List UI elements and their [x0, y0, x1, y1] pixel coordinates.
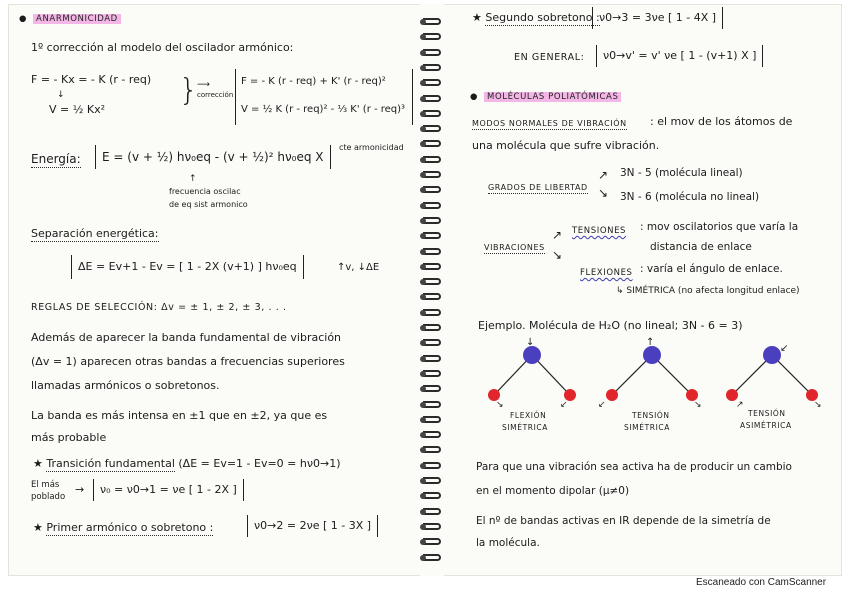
activity-line-1: Para que una vibración sea activa ha de producir un cambio — [476, 461, 792, 473]
general-label: EN GENERAL: — [514, 52, 585, 63]
tensiones-label: TENSIONES — [572, 226, 627, 236]
molecule-flexion-simetrica — [488, 337, 576, 407]
segundo-sobretono-box: ν0→3 = 3νe [ 1 - 4X ] — [592, 7, 723, 29]
flexiones-text: : varía el ángulo de enlace. — [640, 263, 783, 275]
corrected-potential: V = ½ K (r - req)² - ⅓ K' (r - req)³ — [241, 104, 406, 115]
spiral-ring — [423, 293, 441, 300]
spiral-ring — [423, 401, 441, 408]
spiral-ring — [423, 248, 441, 255]
simetrica-text: ↳ SIMÉTRICA (no afecta longitud enlace) — [616, 286, 800, 296]
branch-down-arrow-icon: ↘ — [552, 248, 563, 262]
spiral-ring — [423, 431, 441, 438]
down-arrow-icon: ↓ — [57, 90, 65, 100]
mol2-label-1: TENSIÓN — [632, 411, 670, 420]
branch-up-arrow-icon: ↗ — [598, 168, 609, 182]
freq-note-line1: frecuencia oscilac — [169, 187, 241, 196]
svg-text:↓: ↓ — [526, 337, 535, 348]
flexiones-label: FLEXIONES — [580, 268, 633, 278]
camscanner-watermark: Escaneado con CamScanner — [696, 577, 827, 588]
up-arrow-icon: ↑ — [189, 174, 197, 184]
mol1-label-1: FLEXIÓN — [510, 411, 547, 420]
spiral-ring — [423, 339, 441, 346]
spiral-ring — [423, 202, 441, 209]
cte-label: cte armonicidad — [339, 143, 404, 152]
svg-text:↘: ↘ — [814, 400, 822, 407]
corrected-force: F = - K (r - req) + K' (r - req)² — [241, 76, 386, 87]
molecule-tension-asimetrica — [726, 343, 822, 407]
water-molecules-diagram — [474, 337, 834, 407]
spiral-ring — [423, 385, 441, 392]
spiral-ring — [423, 554, 441, 561]
svg-text:↙: ↙ — [598, 400, 606, 407]
svg-text:↘: ↘ — [496, 400, 504, 407]
right-page — [444, 4, 842, 576]
eq-potential: V = ½ Kx² — [49, 103, 106, 116]
grados-lineal: 3N - 5 (molécula lineal) — [620, 167, 743, 179]
spiral-ring — [423, 370, 441, 377]
spiral-ring — [423, 125, 441, 132]
spiral-ring — [423, 508, 441, 515]
svg-text:↙: ↙ — [560, 400, 568, 407]
grados-label: GRADOS DE LIBERTAD — [488, 183, 588, 192]
svg-text:↑: ↑ — [646, 337, 655, 348]
left-page — [8, 4, 420, 576]
mas-poblado-1: El más — [31, 480, 60, 490]
spiral-ring — [423, 416, 441, 423]
spiral-ring — [423, 462, 441, 469]
vibraciones-label: VIBRACIONES — [484, 243, 545, 252]
section-title-anarmonicidad: ● ANARMONICIDAD — [19, 13, 121, 26]
notebook-spread — [8, 4, 842, 576]
branch-down-arrow-icon: ↘ — [598, 186, 609, 200]
arrow-right-icon: ⟶ — [197, 80, 210, 90]
general-box: ν0→v' = v' νe [ 1 - (v+1) X ] — [596, 45, 763, 67]
spiral-ring — [423, 263, 441, 270]
spiral-ring — [423, 355, 441, 362]
branch-up-arrow-icon: ↗ — [552, 228, 563, 242]
spiral-ring — [423, 309, 441, 316]
energia-equation: E = (v + ½) hν₀eq - (v + ½)² hν₀eq X — [95, 145, 331, 169]
brace-icon: } — [179, 73, 199, 108]
oxygen-atom — [523, 346, 541, 364]
ejemplo-line: Ejemplo. Molécula de H₂O (no lineal; 3N - 6 = 3) — [478, 319, 743, 332]
freq-note-line2: de eq sist armonico — [169, 200, 248, 209]
arrow-right-icon: → — [75, 483, 85, 496]
modos-label: MODOS NORMALES DE VIBRACIÓN — [472, 119, 627, 128]
correccion-label: corrección — [197, 91, 234, 99]
paragraph-line-4: La banda es más intensa en ±1 que en ±2, ya que es — [31, 409, 328, 422]
spiral-ring — [423, 95, 441, 102]
molecule-tension-simetrica — [598, 337, 702, 407]
mol1-label-2: SIMÉTRICA — [502, 423, 548, 432]
activity-line-3: El nº de bandas activas en IR depende de la simetría de — [476, 515, 771, 527]
spiral-ring — [423, 232, 441, 239]
energia-label: Energía: — [31, 152, 81, 166]
spiral-ring — [423, 278, 441, 285]
spiral-ring — [423, 538, 441, 545]
separacion-equation: ΔE = Ev+1 - Ev = [ 1 - 2X (v+1) ] hν₀eq — [71, 255, 304, 279]
spiral-ring — [423, 217, 441, 224]
spiral-ring — [423, 492, 441, 499]
spiral-ring — [423, 477, 441, 484]
paragraph-line-2: (Δv = 1) aparecen otras bandas a frecuencias superiores — [31, 355, 345, 368]
oxygen-atom — [643, 346, 661, 364]
tensiones-text-2: distancia de enlace — [650, 241, 752, 253]
svg-text:↙: ↙ — [780, 343, 789, 354]
modos-text-1: : el mov de los átomos de — [650, 115, 793, 128]
segundo-sobretono-line: ★ Segundo sobretono : — [472, 11, 600, 24]
paragraph-line-3: llamadas armónicos o sobretonos. — [31, 379, 220, 392]
intro-text: 1º corrección al modelo del oscilador armónico: — [31, 41, 294, 54]
spiral-ring — [423, 110, 441, 117]
spiral-ring — [423, 156, 441, 163]
primer-armonico-box: ν0→2 = 2νe [ 1 - 3X ] — [247, 515, 378, 537]
mol2-label-2: SIMÉTRICA — [624, 423, 670, 432]
primer-armonico-line: ★ Primer armónico o sobretono : — [33, 521, 214, 534]
paragraph-line-5: más probable — [31, 431, 107, 444]
spiral-ring — [423, 523, 441, 530]
spiral-ring — [423, 18, 441, 25]
svg-text:↘: ↘ — [694, 400, 702, 407]
paragraph-line-1: Además de aparecer la banda fundamental de vibración — [31, 331, 342, 344]
hydrogen-atom — [606, 389, 618, 401]
transicion-line: ★ Transición fundamental (ΔE = Ev=1 - Ev=0 = hν0→1) — [33, 457, 341, 470]
svg-text:↗: ↗ — [736, 400, 744, 407]
separacion-note: ↑v, ↓ΔE — [337, 262, 380, 273]
activity-line-4: la molécula. — [476, 537, 540, 549]
spiral-ring — [423, 64, 441, 71]
mol3-label-1: TENSIÓN — [748, 409, 786, 418]
transicion-box: ν₀ = ν0→1 = νe [ 1 - 2X ] — [93, 479, 244, 501]
section-title-poliatomicas: ● MOLÉCULAS POLIATÓMICAS — [470, 91, 621, 104]
mol3-label-2: ASIMÉTRICA — [740, 421, 792, 430]
separacion-label: Separación energética: — [31, 227, 159, 240]
spiral-ring — [423, 140, 441, 147]
mas-poblado-2: poblado — [31, 492, 66, 502]
grados-no-lineal: 3N - 6 (molécula no lineal) — [620, 191, 760, 203]
eq-force: F = - Kx = - K (r - req) — [31, 73, 152, 86]
reglas-seleccion: REGLAS DE SELECCIÓN: Δv = ± 1, ± 2, ± 3, . . . — [31, 302, 287, 313]
spiral-binding — [420, 4, 444, 576]
spiral-ring — [423, 186, 441, 193]
spiral-ring — [423, 49, 441, 56]
oxygen-atom — [763, 346, 781, 364]
spiral-ring — [423, 446, 441, 453]
modos-text-2: una molécula que sufre vibración. — [472, 139, 660, 152]
tensiones-text-1: : mov oscilatorios que varía la — [640, 221, 799, 233]
spiral-ring — [423, 79, 441, 86]
spiral-ring — [423, 324, 441, 331]
activity-line-2: en el momento dipolar (μ≠0) — [476, 485, 630, 497]
spiral-ring — [423, 171, 441, 178]
spiral-ring — [423, 33, 441, 40]
